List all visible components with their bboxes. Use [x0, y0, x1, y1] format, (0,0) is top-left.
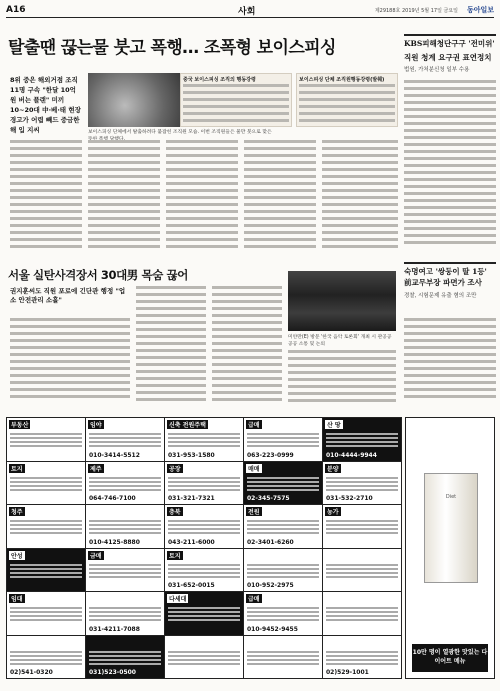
classified-ad-phone: 02)541-0320 [10, 669, 53, 676]
classified-ad-phone: 010-4444-9944 [326, 451, 377, 459]
side-story1-body [404, 80, 496, 248]
classified-ad-phone: 031-4211-7088 [89, 625, 140, 633]
classified-ad-keyword: 충북 [169, 509, 181, 516]
main-headline: 탈출땐 끊는물 붓고 폭행… 조폭형 보이스피싱 [8, 38, 336, 58]
classified-ad-keyword: 청주 [11, 509, 23, 516]
classified-ad [7, 505, 85, 548]
classified-ad [165, 418, 243, 461]
second-headline: 서울 실탄사격장서 30대男 목숨 끊어 [8, 268, 188, 282]
classified-ad-keyword: 임대 [11, 596, 23, 603]
classified-ad-keyword: 분양 [327, 465, 339, 473]
infobox-excerpt: 보이스피싱 단체 조직원행동강령(발췌) [296, 73, 398, 127]
classified-ad [7, 636, 85, 679]
classified-ad-phone: 02-345-7575 [247, 495, 290, 502]
classified-ad-phone: 010-4125-8880 [89, 538, 140, 546]
classified-ad-keyword: 공장 [169, 465, 181, 473]
main-body-col4 [244, 140, 316, 252]
second-body-col4 [288, 350, 396, 406]
classified-ad [244, 418, 322, 461]
classified-ad-keyword: 다세대 [169, 596, 187, 603]
classified-ad-keyword: 제주 [90, 465, 102, 473]
second-body-col2 [136, 286, 206, 405]
classified-ad-phone: 064-746-7100 [89, 495, 136, 502]
classified-ad [323, 549, 401, 592]
book-cover: Diet [424, 473, 478, 583]
second-body-col1 [10, 318, 130, 402]
classified-ad-keyword: 급매 [248, 596, 260, 603]
classified-ad-keyword: 토지 [169, 552, 181, 560]
main-body-col2 [88, 140, 160, 252]
classified-ad-phone: 031-532-2710 [326, 495, 373, 502]
classified-ad [323, 592, 401, 635]
classified-ad [323, 418, 401, 461]
classified-ad-phone: 010-9452-9455 [247, 625, 298, 633]
classified-ad-phone: 031-321-7321 [168, 495, 215, 502]
classified-ad-keyword: 농가 [327, 509, 339, 516]
classified-ad [7, 462, 85, 505]
classified-ad [323, 636, 401, 679]
classified-ad [86, 592, 164, 635]
classified-ad [165, 505, 243, 548]
main-lead: 8위 중은 해외거점 조직 11명 구속 "한달 10억원 버는 플랜" 미끼 10~20대 中·베·태 현장 경고가 어렵 빼드 중금한 해 입 지씨 [10, 76, 81, 134]
classified-ad-phone: 010-3414-5512 [89, 451, 140, 459]
classified-ad [244, 636, 322, 679]
classified-ad-keyword: 부동산 [11, 422, 29, 429]
classified-ad [7, 418, 85, 461]
classified-ad [7, 592, 85, 635]
classified-ad [7, 549, 85, 592]
classified-ad-phone: 02)529-1001 [326, 669, 369, 676]
page-header [6, 4, 494, 18]
book-ad [405, 417, 495, 679]
classified-ad [86, 549, 164, 592]
page-number: A16 [6, 5, 26, 15]
classified-ad-phone: 031-953-1580 [168, 451, 215, 459]
section-title: 사회 [238, 7, 256, 17]
side-story1-headline: 직원 청계 요구권 표연정치 [404, 53, 492, 62]
side-story2-body [404, 318, 496, 402]
classified-ad [86, 636, 164, 679]
classified-ad [244, 592, 322, 635]
classified-ad-phone: 010-952-2975 [247, 582, 294, 589]
classified-ad-keyword: 신축 전원주택 [169, 422, 206, 429]
classified-ad-keyword: 금매 [90, 552, 102, 560]
side-story1-sub: 법원, 가처분신청 일부 수용 [404, 67, 470, 73]
classified-ad [86, 462, 164, 505]
classified-ad [323, 505, 401, 548]
classified-ad-keyword: 매매 [248, 465, 260, 473]
classified-ad [244, 549, 322, 592]
classified-ad [165, 636, 243, 679]
side-story1-label: KBS피해청단구구 '전미위' [404, 34, 496, 49]
second-photo [288, 271, 396, 331]
classified-ad-phone: 02-3401-6260 [247, 538, 294, 546]
classified-ad-keyword: 안성 [11, 552, 23, 560]
classified-ad-keyword: 임야 [90, 422, 102, 429]
classified-ad [244, 505, 322, 548]
classified-ad-keyword: 산 땅 [327, 422, 341, 429]
classified-ad-keyword: 급매 [248, 422, 260, 429]
classified-ad-keyword: 토지 [11, 465, 23, 473]
second-photo-caption: 미얀만(E) 방문 '한국 음악 토론회' 개최 시 관공공 공공 소통 및 논의 [288, 335, 392, 347]
classified-ad [244, 462, 322, 505]
classified-ad [86, 505, 164, 548]
classified-ad-phone: 031)523-0500 [89, 669, 136, 676]
classified-ad [86, 418, 164, 461]
newspaper-logo: 동아일보 [466, 5, 494, 14]
second-body-col3 [212, 286, 282, 405]
classified-ad-phone: 043-211-6000 [168, 538, 215, 546]
classified-ad-keyword: 전원 [248, 509, 260, 516]
issue-date: 제29188호 2019년 5월 17일 금요일 [374, 8, 458, 14]
second-subheadline: 권지훈씨도 직원 포로에 긴단관 행정 "업소 안전관리 소홀" [10, 287, 126, 304]
classified-ad-phone: 031-652-0015 [168, 582, 215, 589]
main-photo [88, 73, 180, 127]
classified-ads-grid [6, 417, 402, 679]
classified-ad [165, 592, 243, 635]
main-body-col5 [322, 140, 398, 252]
classified-ad [323, 462, 401, 505]
classified-ad-phone: 063-223-0999 [247, 451, 294, 459]
classified-ad [165, 549, 243, 592]
main-photo-caption: 보이스피싱 단체에서 탈출하려다 붙잡힌 조직원 모습. 이번 조직원들은 물만 붓으로 맞은 [88, 130, 272, 135]
book-ad-title: 10만 명이 열광한 맛있는 다이어트 메뉴 [412, 644, 488, 672]
side-story2: 숙명여고 '쌍둥이 딸 1등' 前교무부장 파면가 조사 경찰, 시험문제 유출 혐의 조만 [404, 262, 496, 299]
classified-ad [165, 462, 243, 505]
infobox-rules: 중국 보이스피싱 조직의 행동강령 [180, 73, 292, 127]
main-body-col1 [10, 140, 82, 252]
main-body-col3 [166, 140, 238, 252]
